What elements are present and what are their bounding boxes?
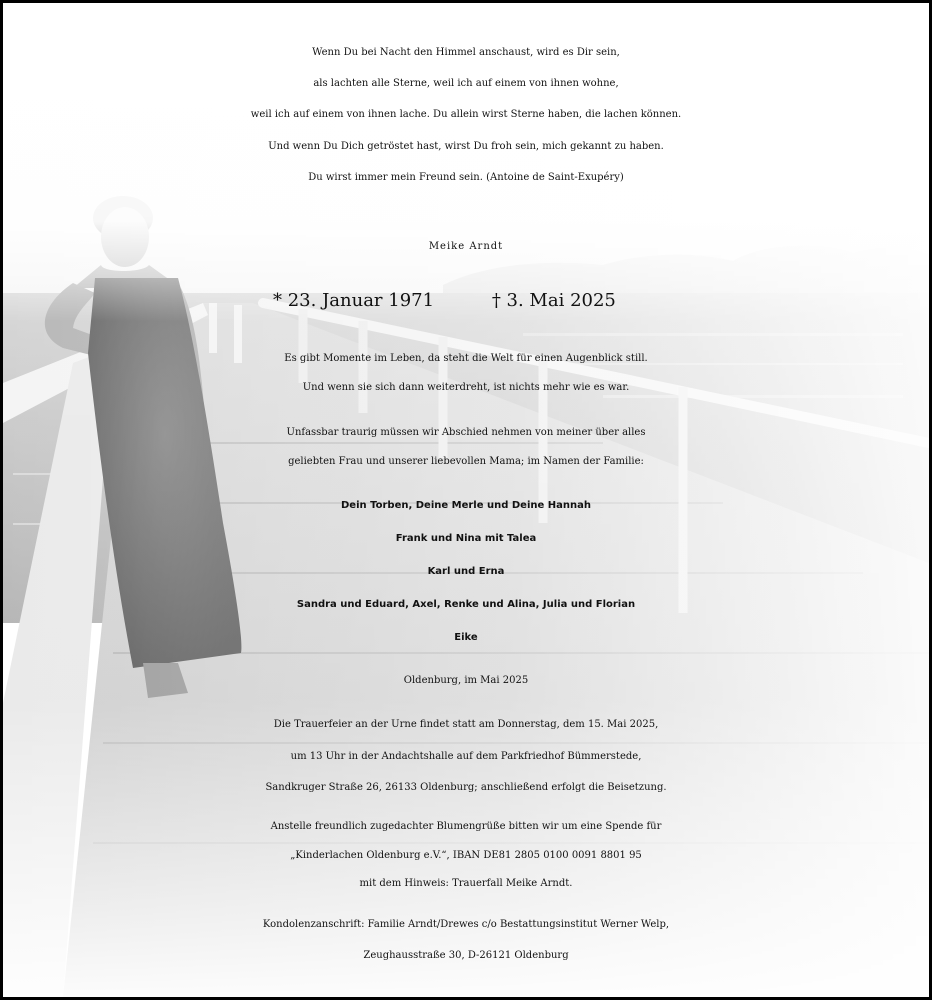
place-date: Oldenburg, im Mai 2025	[403, 675, 529, 686]
announcement-line: Unfassbar traurig müssen wir Abschied nehmen von meiner über alles	[286, 427, 646, 438]
donation-line: „Kinderlachen Oldenburg e.V.“, IBAN DE81 2805 0100 0091 8801 95	[290, 849, 642, 861]
moment-line: Es gibt Momente im Leben, da steht die Welt für einen Augenblick still.	[284, 353, 648, 364]
quote-line: als lachten alle Sterne, weil ich auf einem von ihnen wohne,	[313, 78, 619, 90]
service-line: um 13 Uhr in der Andachtshalle auf dem Parkfriedhof Bümmerstede,	[290, 750, 642, 762]
family-line: Dein Torben, Deine Merle und Deine Hannah	[341, 500, 591, 511]
announcement-text	[3, 418, 929, 476]
announcement-line: geliebten Frau und unserer liebevollen Mama; im Namen der Familie:	[288, 456, 644, 467]
deceased-name: Meike Arndt	[428, 241, 504, 252]
birth-date: * 23. Januar 1971	[273, 290, 435, 311]
donation-request	[3, 813, 929, 899]
opening-quote	[3, 37, 929, 193]
quote-line: Wenn Du bei Nacht den Himmel anschaust, wird es Dir sein,	[312, 47, 620, 58]
quote-line: weil ich auf einem von ihnen lache. Du allein wirst Sterne haben, die lachen können.	[250, 109, 682, 121]
funeral-service-info	[3, 709, 929, 804]
condolence-address	[3, 909, 929, 971]
family-names	[3, 489, 929, 654]
moment-verse	[3, 344, 929, 402]
service-line: Sandkruger Straße 26, 26133 Oldenburg; anschließend erfolgt die Beisetzung.	[265, 782, 667, 793]
quote-line: Du wirst immer mein Freund sein. (Antoine de Saint-Exupéry)	[308, 171, 624, 183]
service-line: Die Trauerfeier an der Urne findet statt am Donnerstag, dem 15. Mai 2025,	[273, 719, 659, 730]
donation-line: Anstelle freundlich zugedachter Blumengrüße bitten wir um eine Spende für	[270, 821, 662, 832]
donation-line: mit dem Hinweis: Trauerfall Meike Arndt.	[359, 878, 573, 889]
family-line: Sandra und Eduard, Axel, Renke und Alina, Julia und Florian	[296, 599, 636, 610]
death-date: † 3. Mai 2025	[491, 290, 616, 311]
life-dates	[273, 289, 673, 313]
condolence-line: Zeughausstraße 30, D-26121 Oldenburg	[363, 950, 569, 961]
family-line: Frank und Nina mit Talea	[395, 533, 537, 544]
family-line: Eike	[454, 632, 478, 643]
moment-line: Und wenn sie sich dann weiterdreht, ist nichts mehr wie es war.	[302, 382, 630, 393]
condolence-line: Kondolenzanschrift: Familie Arndt/Drewes c/o Bestattungsinstitut Werner Welp,	[262, 919, 670, 930]
family-line: Karl und Erna	[427, 566, 505, 577]
quote-line: Und wenn Du Dich getröstet hast, wirst Du froh sein, mich gekannt zu haben.	[268, 140, 664, 152]
